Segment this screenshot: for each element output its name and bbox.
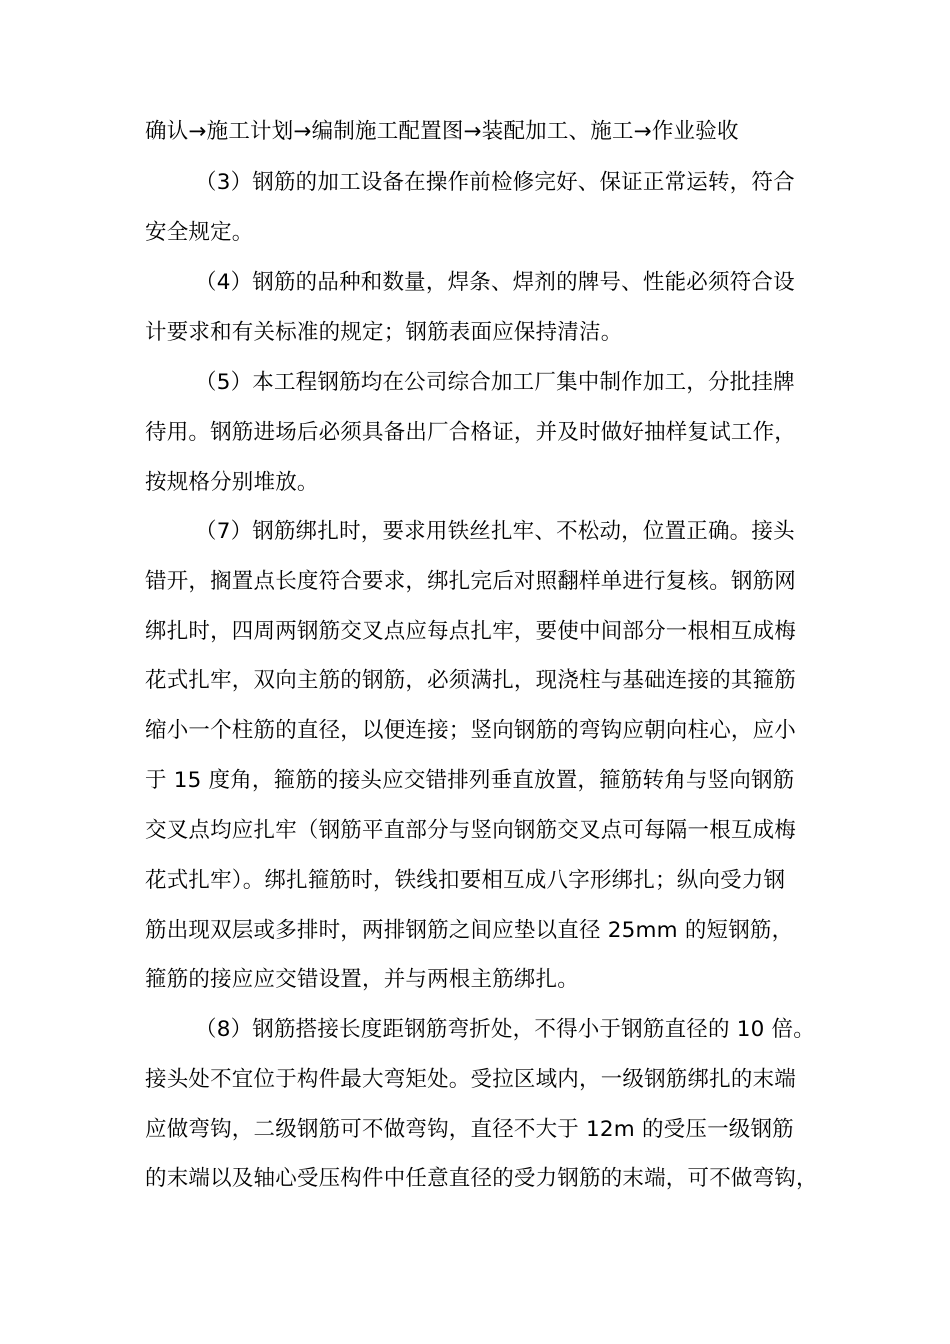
text-line: 计要求和有关标准的规定；钢筋表面应保持清洁。 [145, 320, 623, 345]
paragraph-3-line: （3）钢筋的加工设备在操作前检修完好、保证正常运转，符合 [195, 170, 795, 195]
text-line: 应做弯钩，二级钢筋可不做弯钩，直径不大于 12m 的受压一级钢筋 [145, 1117, 794, 1142]
text-line: 筋出现双层或多排时，两排钢筋之间应垫以直径 25mm 的短钢筋， [145, 918, 794, 943]
text-line: 安全规定。 [145, 220, 254, 245]
paragraph-8-line: （8）钢筋搭接长度距钢筋弯折处，不得小于钢筋直径的 10 倍。 [195, 1017, 815, 1042]
text-line: 的末端以及轴心受压构件中任意直径的受力钢筋的末端，可不做弯钩， [145, 1166, 818, 1191]
text-line: 按规格分别堆放。 [145, 470, 319, 495]
text-line: 确认→施工计划→编制施工配置图→装配加工、施工→作业验收 [145, 119, 739, 144]
paragraph-7-line: （7）钢筋绑扎时，要求用铁丝扎牢、不松动，位置正确。接头 [195, 519, 795, 544]
text-line: 花式扎牢）。绑扎箍筋时，铁线扣要相互成八字形绑扎；纵向受力钢 [145, 868, 786, 893]
paragraph-5-line: （5）本工程钢筋均在公司综合加工厂集中制作加工，分批挂牌 [195, 370, 795, 395]
text-line: 待用。钢筋进场后必须具备出厂合格证，并及时做好抽样复试工作， [145, 420, 797, 445]
text-line: 于 15 度角，箍筋的接头应交错排列垂直放置，箍筋转角与竖向钢筋 [145, 768, 795, 793]
text-line: 交叉点均应扎牢（钢筋平直部分与竖向钢筋交叉点可每隔一根互成梅 [145, 818, 797, 843]
paragraph-4-line: （4）钢筋的品种和数量，焊条、焊剂的牌号、性能必须符合设 [195, 270, 795, 295]
text-line: 缩小一个柱筋的直径，以便连接；竖向钢筋的弯钩应朝向柱心，应小 [145, 718, 797, 743]
text-line: 花式扎牢，双向主筋的钢筋，必须满扎，现浇柱与基础连接的其箍筋 [145, 668, 797, 693]
text-line: 箍筋的接应应交错设置，并与两根主筋绑扎。 [145, 967, 580, 992]
text-line: 接头处不宜位于构件最大弯矩处。受拉区域内，一级钢筋绑扎的末端 [145, 1067, 797, 1092]
text-line: 错开，搁置点长度符合要求，绑扎完后对照翻样单进行复核。钢筋网 [145, 569, 797, 594]
text-line: 绑扎时，四周两钢筋交叉点应每点扎牢，要使中间部分一根相互成梅 [145, 619, 797, 644]
